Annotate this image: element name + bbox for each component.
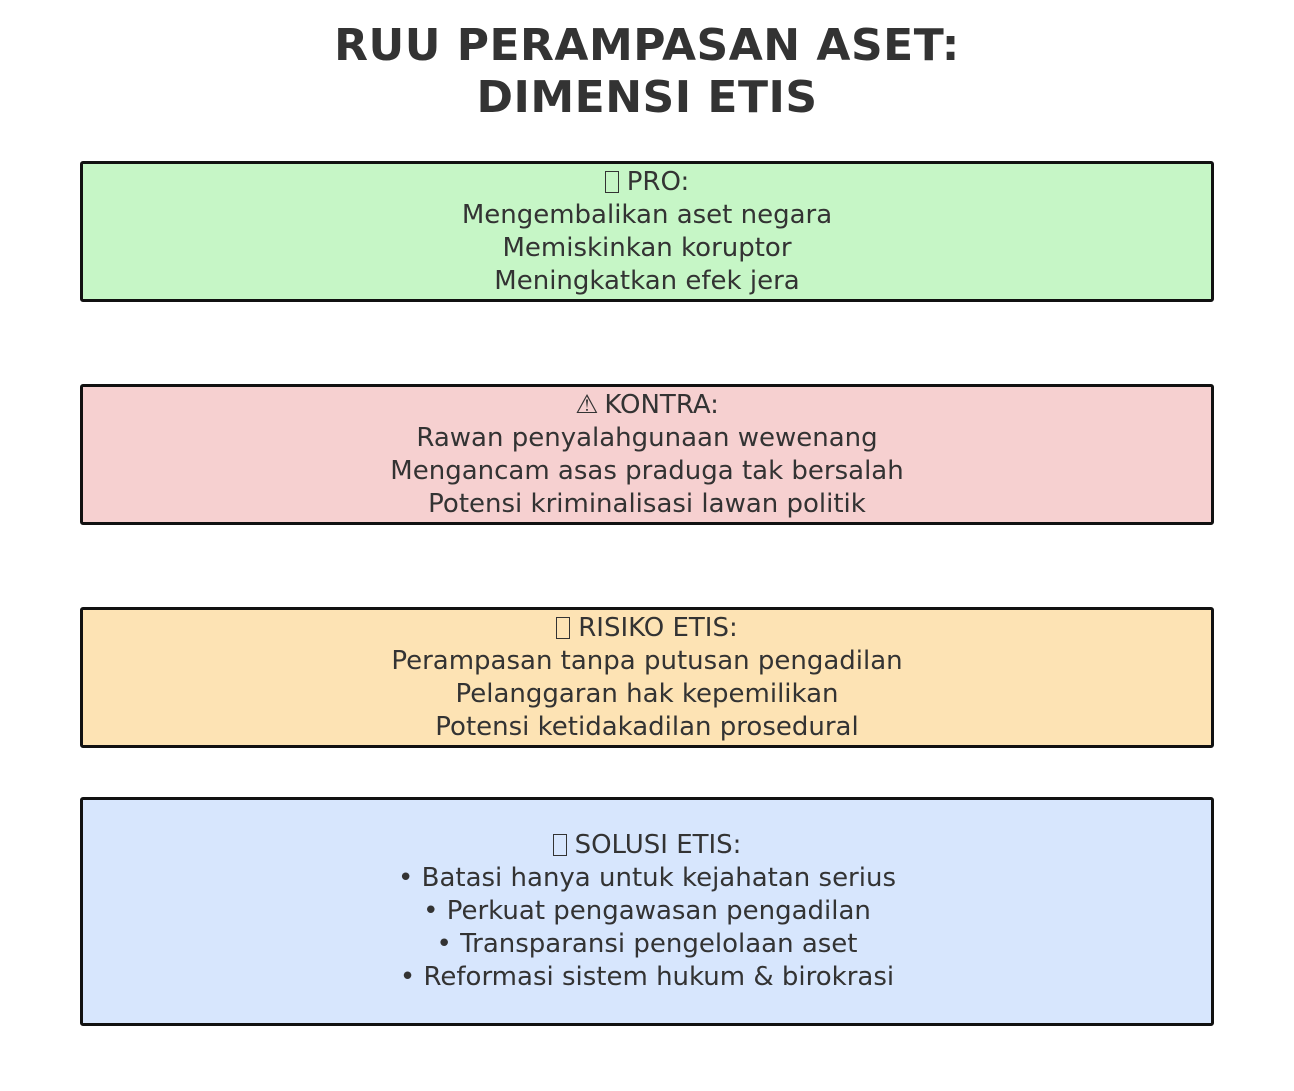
missing-glyph-icon	[605, 171, 619, 193]
diagram-title	[0, 20, 1294, 124]
kontra-heading	[575, 389, 719, 422]
solusi-item: • Perkuat pengawasan pengadilan	[423, 896, 871, 926]
solusi-item: • Transparansi pengelolaan aset	[436, 929, 858, 959]
solusi-box	[80, 797, 1214, 1026]
risiko-heading	[556, 612, 738, 645]
pro-item: Meningkatkan efek jera	[494, 265, 800, 296]
kontra-item: Potensi kriminalisasi lawan politik	[428, 488, 866, 519]
risiko-item: Potensi ketidakadilan prosedural	[435, 711, 859, 742]
solusi-item: • Batasi hanya untuk kejahatan serius	[398, 863, 896, 893]
solusi-heading	[553, 829, 742, 862]
pro-item: Mengembalikan aset negara	[461, 199, 833, 230]
missing-glyph-icon	[553, 834, 567, 856]
pro-item: Memiskinkan koruptor	[502, 232, 792, 263]
risiko-heading-text: RISIKO ETIS:	[578, 612, 738, 643]
solusi-heading-text: SOLUSI ETIS:	[574, 830, 742, 860]
warning-icon: ⚠	[575, 389, 599, 420]
pro-box	[80, 161, 1214, 302]
kontra-item: Mengancam asas praduga tak bersalah	[390, 455, 904, 486]
pro-heading-text: PRO:	[626, 166, 690, 197]
title-line-1: RUU PERAMPASAN ASET:	[334, 20, 960, 71]
kontra-item: Rawan penyalahgunaan wewenang	[416, 422, 878, 453]
kontra-box	[80, 384, 1214, 525]
title-line-2: DIMENSI ETIS	[476, 72, 818, 123]
risiko-item: Perampasan tanpa putusan pengadilan	[391, 645, 903, 676]
risiko-item: Pelanggaran hak kepemilikan	[455, 678, 839, 709]
pro-heading	[605, 166, 690, 199]
risiko-box	[80, 607, 1214, 748]
solusi-item: • Reformasi sistem hukum & birokrasi	[399, 962, 895, 992]
kontra-heading-text: KONTRA:	[604, 389, 719, 420]
missing-glyph-icon	[556, 617, 570, 639]
